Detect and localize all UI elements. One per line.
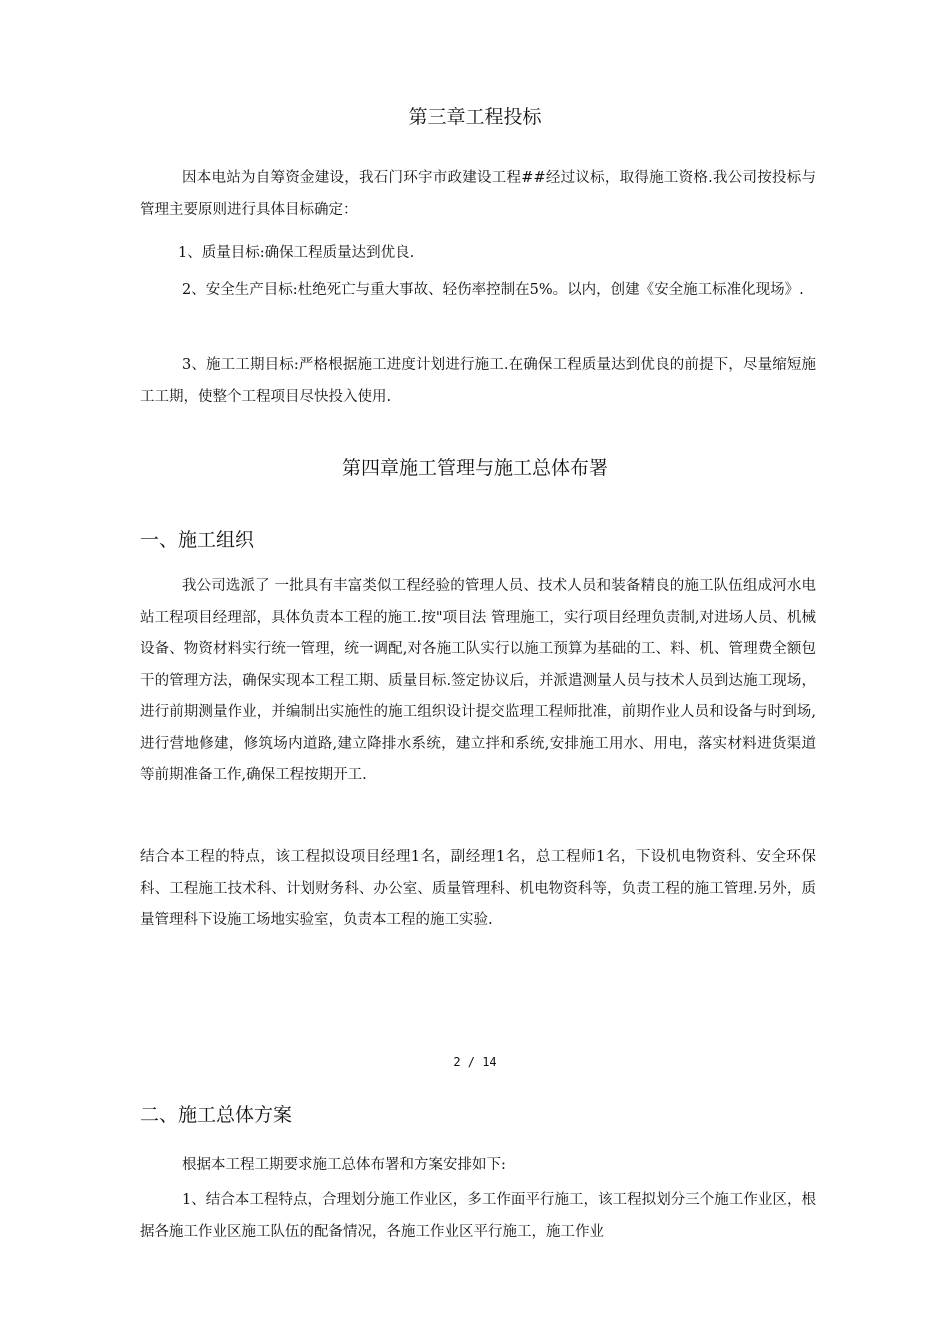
chapter-4-title: 第四章施工管理与施工总体布署 <box>341 457 608 479</box>
quality-goal: 1、质量目标:确保工程质量达到优良. <box>178 245 415 261</box>
page-number: 2 / 14 <box>453 1055 497 1069</box>
section-1-title: 一、施工组织 <box>140 529 255 551</box>
section-1-paragraph-1: 我公司选派了 一批具有丰富类似工程经验的管理人员、技术人员和装备精良的施工队伍组成河水电站工程项目经理部，具体负责本工程的施工.按"项目法 管理施工，实行项目经理负责制,对进场人员、机械设备、物资材料实行统一管理，统一调配,对各施工队实行以施工预算为基础的工、料、机、管理费全额包干的管理方法，确保实现本工程工期、质量目标.签定协议后，并派遣测量人员与技术人员到达施工现场，进行前期测量作业，并编制出实施性的施工组织设计提交监理工程师批准，前期作业人员和设备与时到场,进行营地修建，修筑场内道路,建立降排水系统，建立拌和系统,安排施工用水、用电，落实材料进货渠道等前期准备工作,确保工程按期开工. <box>140 578 816 783</box>
section-2-title: 二、施工总体方案 <box>140 1104 293 1126</box>
chapter-3-intro: 因本电站为自筹资金建设，我石门环宇市政建设工程##经过议标，取得施工资格.我公司按投标与管理主要原则进行具体目标确定： <box>140 170 816 218</box>
schedule-goal: 3、施工工期目标:严格根据施工进度计划进行施工.在确保工程质量达到优良的前提下，尽量缩短施工工期，使整个工程项目尽快投入使用. <box>140 357 816 405</box>
chapter-3-title: 第三章工程投标 <box>408 106 542 128</box>
section-2-paragraph-1: 根据本工程工期要求施工总体布署和方案安排如下: <box>182 1157 506 1173</box>
safety-goal: 2、安全生产目标:杜绝死亡与重大事故、轻伤率控制在5%。以内，创建《安全施工标准化现场》. <box>182 282 804 298</box>
section-1-paragraph-2: 结合本工程的特点，该工程拟设项目经理1名，副经理1名，总工程师1名，下设机电物资科、安全环保科、工程施工技术科、计划财务科、办公室、质量管理科、机电物资科等，负责工程的施工管理.另外，质量管理科下设施工场地实验室，负责本工程的施工实验. <box>140 849 816 928</box>
section-2-paragraph-2: 1、结合本工程特点，合理划分施工作业区，多工作面平行施工，该工程拟划分三个施工作业区，根据各施工作业区施工队伍的配备情况，各施工作业区平行施工，施工作业 <box>140 1192 816 1240</box>
